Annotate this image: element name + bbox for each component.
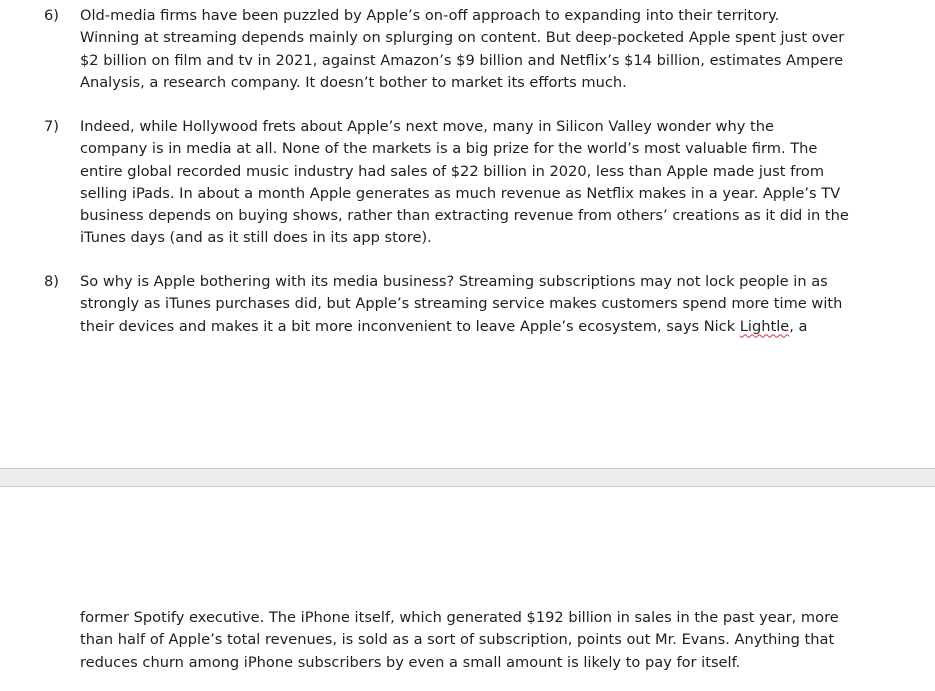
paragraph-text-part: So why is Apple bothering with its media business? Streaming subscriptions may not lock people in as strongly as iTunes purchases did, but Apple’s streaming service makes customers spend more time with their devices and makes it a bit more inconvenient to leave Apple’s ecosystem, says Nick <box>80 273 843 335</box>
page-break-gap <box>0 468 935 487</box>
paragraph-text[interactable]: Old-media firms have been puzzled by Apple’s on-off approach to expanding into their territory. Winning at streaming depends mainly on splurging on content. But deep-pocketed Apple spent just over $2 billion on film and tv in 2021, against Amazon’s $9 billion and Netflix’s $14 billion, estimates Ampere Analysis, a research company. It doesn’t bother to market its efforts much. <box>80 7 845 91</box>
list-number: 6) <box>44 7 59 24</box>
list-number: 7) <box>44 118 59 135</box>
paragraph-text-part: , a <box>789 317 808 335</box>
paragraph-text[interactable]: former Spotify executive. The iPhone itself, which generated $192 billion in sales in the past year, more than half of Apple’s total revenues, is sold as a sort of subscription, points out Mr. Evans. Anything that reduces churn among iPhone subscribers by even a small amount is likely to pay for itself. <box>80 609 839 671</box>
paragraph-text[interactable] <box>80 271 880 338</box>
spelling-error-word[interactable]: Lightle <box>739 317 790 335</box>
paragraph-text[interactable]: Indeed, while Hollywood frets about Apple’s next move, many in Silicon Valley wonder why the company is in media at all. None of the markets is a big prize for the world’s most valuable firm. The entire global recorded music industry had sales of $22 billion in 2020, less than Apple made just from selling iPads. In about a month Apple generates as much revenue as Netflix makes in a year. Apple’s TV business depends on buying shows, rather than extracting revenue from others’ creations as it did in the iTunes days (and as it still does in its app store). <box>80 118 849 247</box>
list-number: 8) <box>44 273 59 290</box>
